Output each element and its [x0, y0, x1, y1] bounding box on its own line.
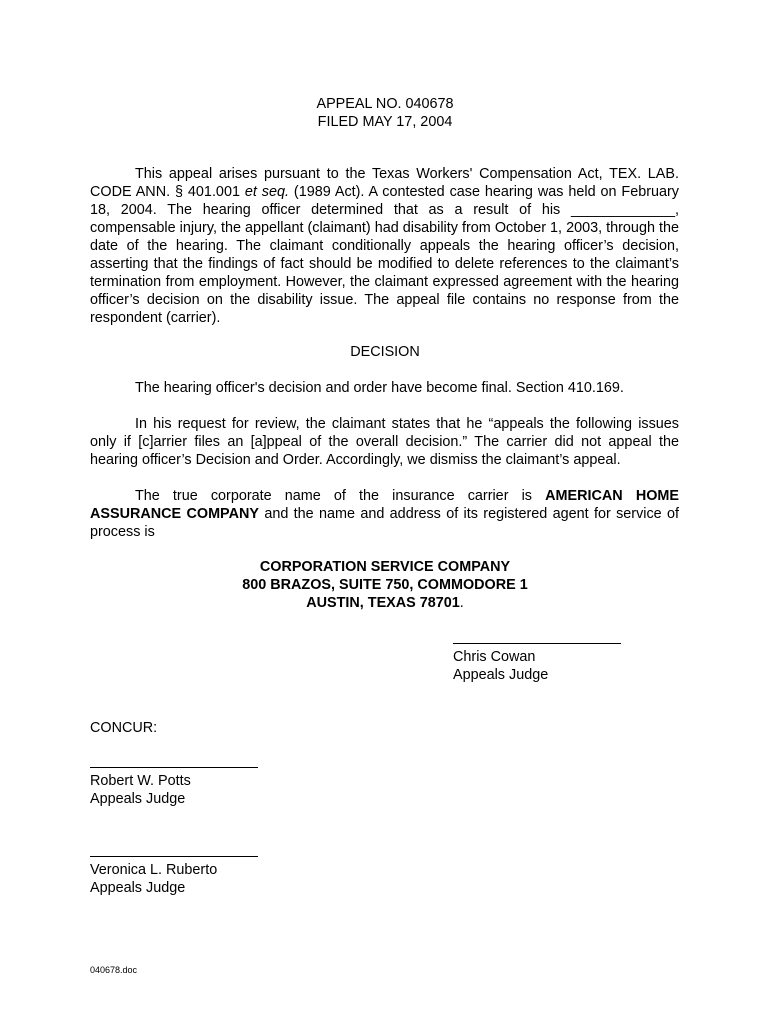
- carrier-name: AMERICAN HOME ASSURANCE COMPANY: [90, 488, 679, 522]
- signature-line: [453, 643, 621, 644]
- registered-agent-block: [0, 558, 770, 612]
- concur1-title: Appeals Judge: [90, 791, 186, 807]
- document-header: [0, 95, 770, 131]
- filed-date: FILED MAY 17, 2004: [317, 114, 453, 130]
- author-signature-block: [453, 643, 621, 684]
- decision-heading: DECISION: [350, 344, 420, 360]
- agent-city: AUSTIN, TEXAS 78701: [306, 595, 460, 611]
- agent-city-line: [0, 594, 770, 612]
- carrier-text-part1: The true corporate name of the insurance carrier is: [135, 488, 546, 504]
- document-filename: 040678.doc: [90, 965, 138, 975]
- concur-signature-block-1: [90, 767, 258, 808]
- concur2-name: Veronica L. Ruberto: [90, 862, 218, 878]
- carrier-paragraph: [90, 487, 679, 541]
- intro-text-part1: This appeal arises pursuant to the Texas Workers' Compensation Act, TEX. LAB. CODE ANN. § 401.001: [90, 166, 679, 200]
- carrier-text-part2: and the name and address of its registered agent for service of process is: [90, 506, 679, 540]
- intro-text-part2: (1989 Act). A contested case hearing was held on February 18, 2004. The hearing officer determined that as a result of his _____________, compensable injury, the appellant (claimant) had disability from October 1, 2003, through the date of the hearing. The claimant conditionally appeals the hearing officer’s decision, asserting that the findings of fact should be modified to delete references to the claimant’s termination from employment. However, the claimant expressed agreement with the hearing officer’s decision on the disability issue. The appeal file contains no response from the respondent (carrier).: [90, 184, 679, 326]
- concur-label: CONCUR:: [90, 720, 158, 736]
- appeal-number: APPEAL NO. 040678: [316, 96, 454, 112]
- author-title: Appeals Judge: [453, 667, 549, 683]
- signature-line: [90, 767, 258, 768]
- agent-street: 800 BRAZOS, SUITE 750, COMMODORE 1: [242, 577, 528, 593]
- concur1-name: Robert W. Potts: [90, 773, 191, 789]
- intro-paragraph: [90, 165, 679, 327]
- agent-period: .: [459, 595, 464, 611]
- agent-name: CORPORATION SERVICE COMPANY: [259, 559, 511, 575]
- signature-line: [90, 856, 258, 857]
- request-review-paragraph: In his request for review, the claimant states that he “appeals the following issues only if [c]arrier files an [a]ppeal of the overall decision.” The carrier did not appeal the hearing officer’s Decision and Order. Accordingly, we dismiss the claimant’s appeal.: [90, 416, 679, 468]
- final-decision-paragraph: The hearing officer's decision and order have become final. Section 410.169.: [135, 380, 624, 396]
- concur2-title: Appeals Judge: [90, 880, 186, 896]
- concur-signature-block-2: [90, 856, 258, 897]
- et-seq-text: et seq.: [244, 184, 289, 200]
- author-name: Chris Cowan: [453, 649, 536, 665]
